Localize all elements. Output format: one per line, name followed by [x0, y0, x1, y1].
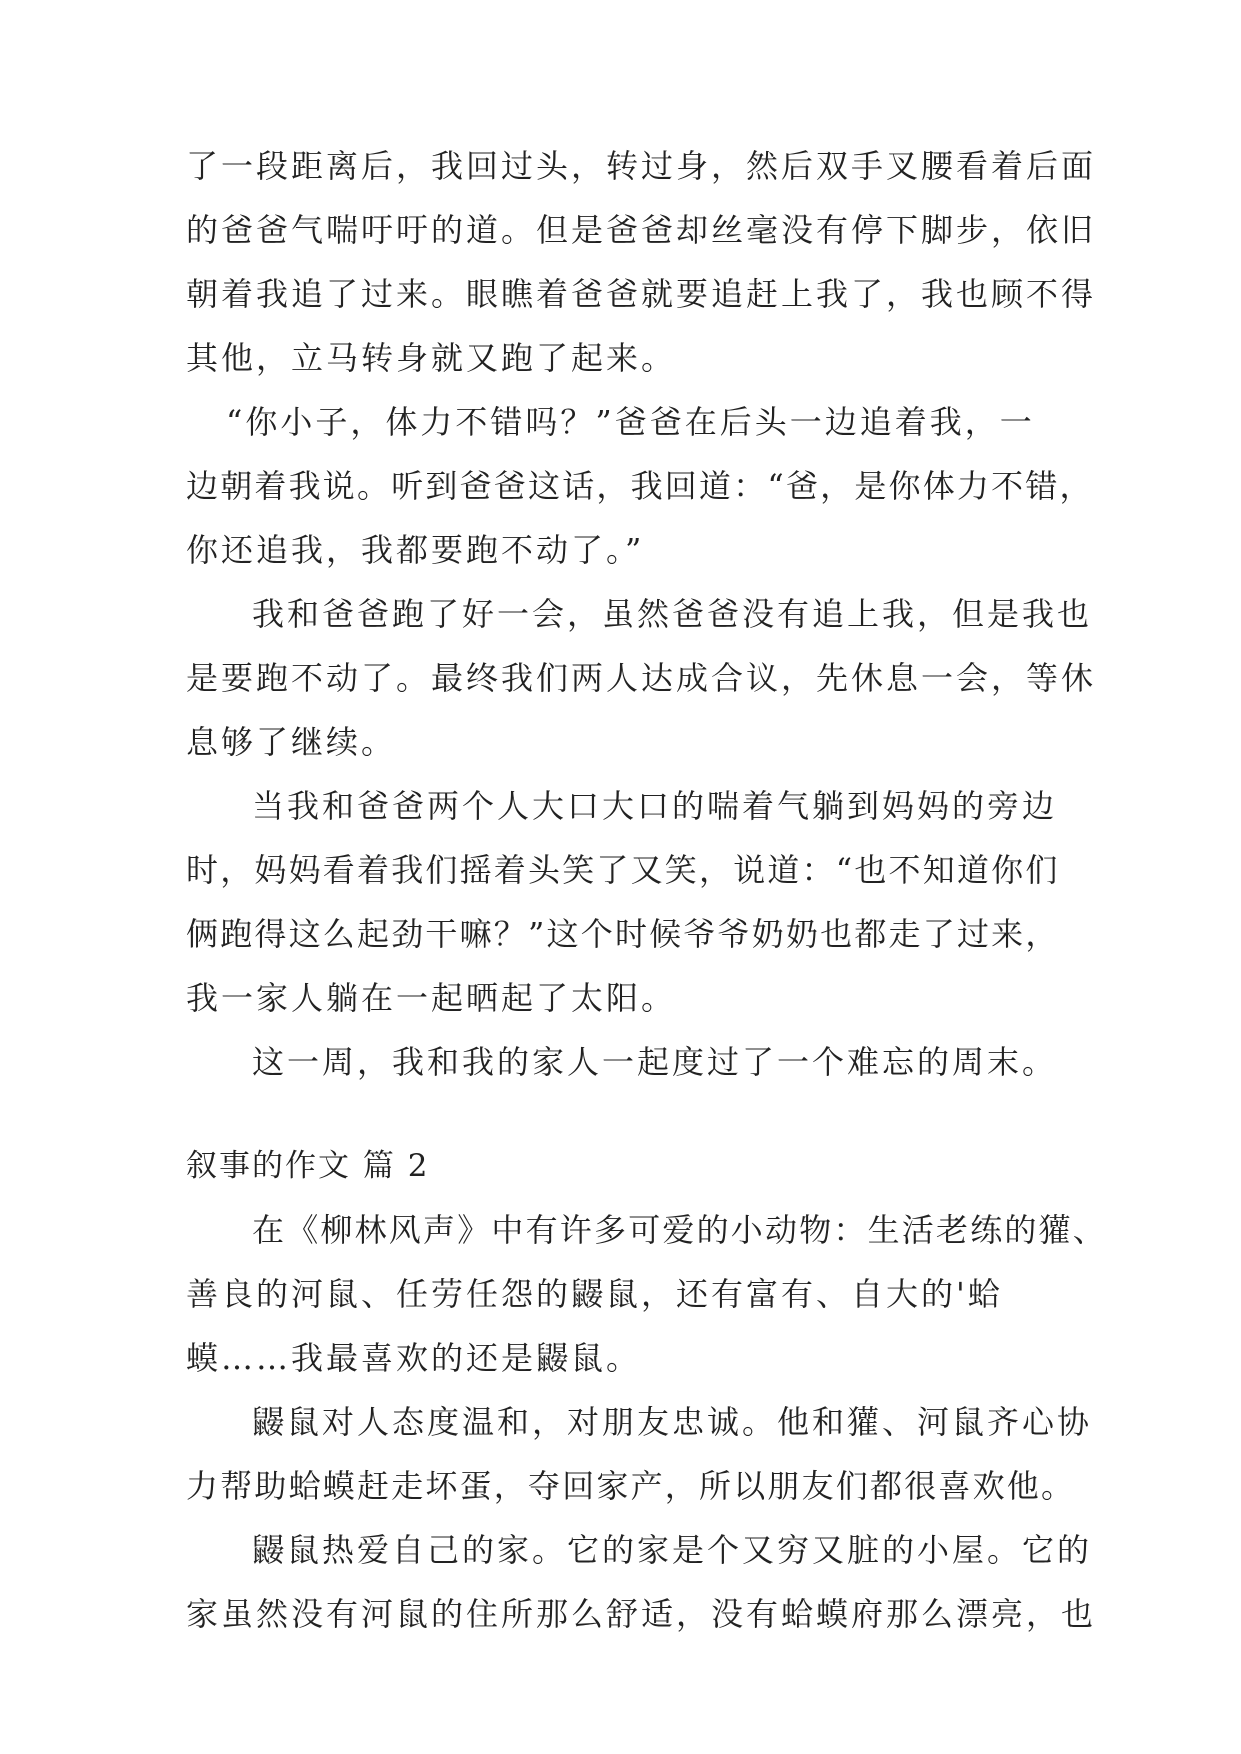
- paragraph-line: 蟆……我最喜欢的还是鼹鼠。: [186, 1339, 642, 1377]
- paragraph-line: “你小子，体力不错吗？”爸爸在后头一边追着我，一: [226, 403, 1035, 441]
- paragraph-line: 的爸爸气喘吁吁的道。但是爸爸却丝毫没有停下脚步，依旧: [186, 211, 1097, 249]
- paragraph-line: 鼹鼠热爱自己的家。它的家是个又穷又脏的小屋。它的: [252, 1531, 1093, 1569]
- paragraph-line: 当我和爸爸两个人大口大口的喘着气躺到妈妈的旁边: [252, 787, 1058, 825]
- paragraph-line: 息够了继续。: [186, 723, 397, 761]
- paragraph-line: 了一段距离后，我回过头，转过身，然后双手叉腰看着后面: [186, 147, 1097, 185]
- paragraph-line: 在《柳林风声》中有许多可爱的小动物：生活老练的獾、: [252, 1211, 1108, 1249]
- paragraph-line: 是要跑不动了。最终我们两人达成合议，先休息一会，等休: [186, 659, 1097, 697]
- paragraph-line: 朝着我追了过来。眼瞧着爸爸就要追赶上我了，我也顾不得: [186, 275, 1097, 313]
- paragraph-line: 家虽然没有河鼠的住所那么舒适，没有蛤蟆府那么漂亮，也: [186, 1595, 1097, 1633]
- paragraph-line: 其他，立马转身就又跑了起来。: [186, 339, 677, 377]
- paragraph-line: 时，妈妈看着我们摇着头笑了又笑，说道：“也不知道你们: [186, 851, 1060, 889]
- paragraph-line: 你还追我，我都要跑不动了。”: [186, 531, 645, 569]
- paragraph-line: 边朝着我说。听到爸爸这话，我回道：“爸，是你体力不错，: [186, 467, 1094, 505]
- paragraph-line: 我一家人躺在一起晒起了太阳。: [186, 979, 677, 1017]
- paragraph-line: 力帮助蛤蟆赶走坏蛋，夺回家产，所以朋友们都很喜欢他。: [186, 1467, 1076, 1505]
- paragraph-line: 这一周，我和我的家人一起度过了一个难忘的周末。: [252, 1043, 1058, 1081]
- paragraph-line: 俩跑得这么起劲干嘛？”这个时候爷爷奶奶也都走了过来，: [186, 915, 1060, 953]
- section-heading: 叙事的作文 篇 2: [186, 1148, 430, 1184]
- paragraph-line: 善良的河鼠、任劳任怨的鼹鼠，还有富有、自大的'蛤: [186, 1275, 1003, 1313]
- paragraph-line: 我和爸爸跑了好一会，虽然爸爸没有追上我，但是我也: [252, 595, 1093, 633]
- paragraph-line: 鼹鼠对人态度温和，对朋友忠诚。他和獾、河鼠齐心协: [252, 1403, 1093, 1441]
